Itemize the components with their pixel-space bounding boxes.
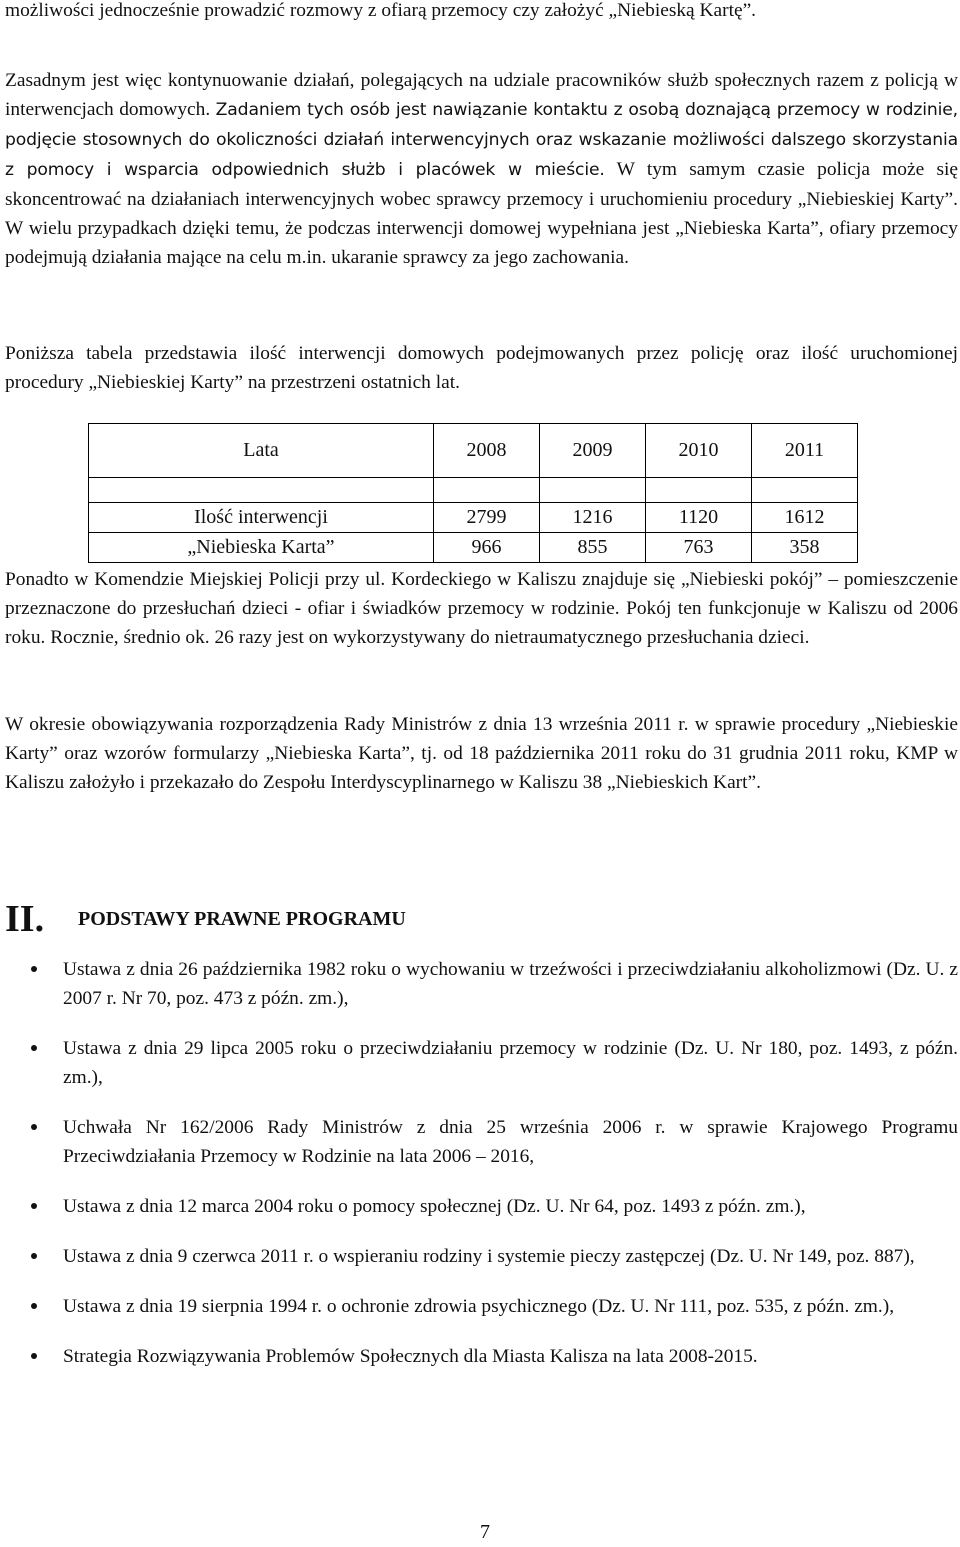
interventions-table <box>88 423 858 563</box>
table-cell: 358 <box>752 533 858 563</box>
paragraph-social-services-part3: W tym samym czasie policja może się skoncentrować na działaniach interwencyjnych wobec sprawcy przemocy i uruchomieniu procedury „Niebieskiej Karty”. W wielu przypadkach dzięki temu, że podczas interwencji domowej wypełniana jest „Niebieska Karta”, ofiary przemocy podejmują działania mające na celu m.in. ukaranie sprawcy za jego zachowania. <box>5 159 958 268</box>
list-item-text: Ustawa z dnia 19 sierpnia 1994 r. o ochronie zdrowia psychicznego (Dz. U. Nr 111, poz. 535, z późn. zm.), <box>63 1296 895 1317</box>
paragraph-blue-room: Ponadto w Komendzie Miejskiej Policji przy ul. Kordeckiego w Kaliszu znajduje się „Niebieski pokój” – pomieszczenie przeznaczone do przesłuchań dzieci - ofiar i świadków przemocy w rodzinie. Pokój ten funkcjonuje w Kaliszu od 2006 roku. Rocznie, średnio ok. 26 razy jest on wykorzystywany do nietraumatycznego przesłuchania dzieci. <box>5 569 958 648</box>
table-row <box>89 503 858 533</box>
page-number: 7 <box>480 1521 490 1543</box>
table-header-row <box>89 424 858 478</box>
paragraph-social-services-part1: Zasadnym jest więc kontynuowanie działań, polegających na udziale pracowników służb społecznych razem z policją w interwencjach domowych. <box>5 70 958 120</box>
bullet-icon <box>31 1045 37 1051</box>
list-item-text: Strategia Rozwiązywania Problemów Społecznych dla Miasta Kalisza na lata 2008-2015. <box>63 1346 758 1367</box>
legal-basis-list <box>5 955 958 1371</box>
table-header-cell: Lata <box>89 424 434 478</box>
paragraph-intro-continuation: możliwości jednocześnie prowadzić rozmowy z ofiarą przemocy czy założyć „Niebieską Kartę”. <box>5 0 757 21</box>
bullet-icon <box>31 1124 37 1130</box>
list-item-text: Ustawa z dnia 26 października 1982 roku o wychowaniu w trzeźwości i przeciwdziałaniu alkoholizmowi (Dz. U. z 2007 r. Nr 70, poz. 473 z późn. zm.), <box>63 959 958 1009</box>
bullet-icon <box>31 1203 37 1209</box>
table-cell: 1216 <box>540 503 646 533</box>
list-item <box>5 1192 958 1221</box>
paragraph-regulation: W okresie obowiązywania rozporządzenia Rady Ministrów z dnia 13 września 2011 r. w sprawie procedury „Niebieskie Karty” oraz wzorów formularzy „Niebieska Karta”, tj. od 18 października 2011 roku do 31 grudnia 2011 roku, KMP w Kaliszu założyło i przekazało do Zespołu Interdyscyplinarnego w Kaliszu 38 „Niebieskich Kart”. <box>5 714 958 793</box>
table-header-cell: 2009 <box>540 424 646 478</box>
table-cell: 1612 <box>752 503 858 533</box>
section-title: PODSTAWY PRAWNE PROGRAMU <box>78 908 406 930</box>
table-cell: 1120 <box>646 503 752 533</box>
paragraph-social-services <box>5 66 958 272</box>
list-item-text: Uchwała Nr 162/2006 Rady Ministrów z dnia 25 września 2006 r. w sprawie Krajowego Programu Przeciwdziałania Przemocy w Rodzinie na lata 2006 – 2016, <box>63 1117 958 1167</box>
list-item <box>5 1113 958 1171</box>
paragraph-social-services-part2: Zadaniem tych osób jest nawiązanie kontaktu z osobą doznającą przemocy w rodzinie, podjęcie stosownych do okoliczności działań interwencyjnych oraz wskazanie możliwości dalszego skorzystania z pomocy i wsparcia odpowiednich służb i placówek w mieście. <box>5 100 958 180</box>
table-cell: 2799 <box>434 503 540 533</box>
list-item-text: Ustawa z dnia 29 lipca 2005 roku o przeciwdziałaniu przemocy w rodzinie (Dz. U. Nr 180, poz. 1493, z późn. zm.), <box>63 1038 958 1088</box>
list-item <box>5 1242 958 1271</box>
table-cell: 763 <box>646 533 752 563</box>
list-item <box>5 1342 958 1371</box>
list-item <box>5 1292 958 1321</box>
list-item-text: Ustawa z dnia 12 marca 2004 roku o pomocy społecznej (Dz. U. Nr 64, poz. 1493 z późn. zm.), <box>63 1196 806 1217</box>
list-item <box>5 1034 958 1092</box>
bullet-icon <box>31 966 37 972</box>
list-item-text: Ustawa z dnia 9 czerwca 2011 r. o wspieraniu rodziny i systemie pieczy zastępczej (Dz. U. Nr 149, poz. 887), <box>63 1246 915 1267</box>
paragraph-table-intro: Poniższa tabela przedstawia ilość interwencji domowych podejmowanych przez policję oraz ilość uruchomionej procedury „Niebieskiej Karty” na przestrzeni ostatnich lat. <box>5 343 958 393</box>
section-heading <box>5 895 958 945</box>
list-item <box>5 955 958 1013</box>
bullet-icon <box>31 1303 37 1309</box>
table-spacer-row <box>89 478 858 503</box>
table-cell: „Niebieska Karta” <box>89 533 434 563</box>
bullet-icon <box>31 1253 37 1259</box>
table-cell: Ilość interwencji <box>89 503 434 533</box>
table-header-cell: 2008 <box>434 424 540 478</box>
table-header-cell: 2011 <box>752 424 858 478</box>
table-cell: 966 <box>434 533 540 563</box>
bullet-icon <box>31 1353 37 1359</box>
table-cell: 855 <box>540 533 646 563</box>
table-row <box>89 533 858 563</box>
table-header-cell: 2010 <box>646 424 752 478</box>
section-number: II. <box>5 898 45 940</box>
